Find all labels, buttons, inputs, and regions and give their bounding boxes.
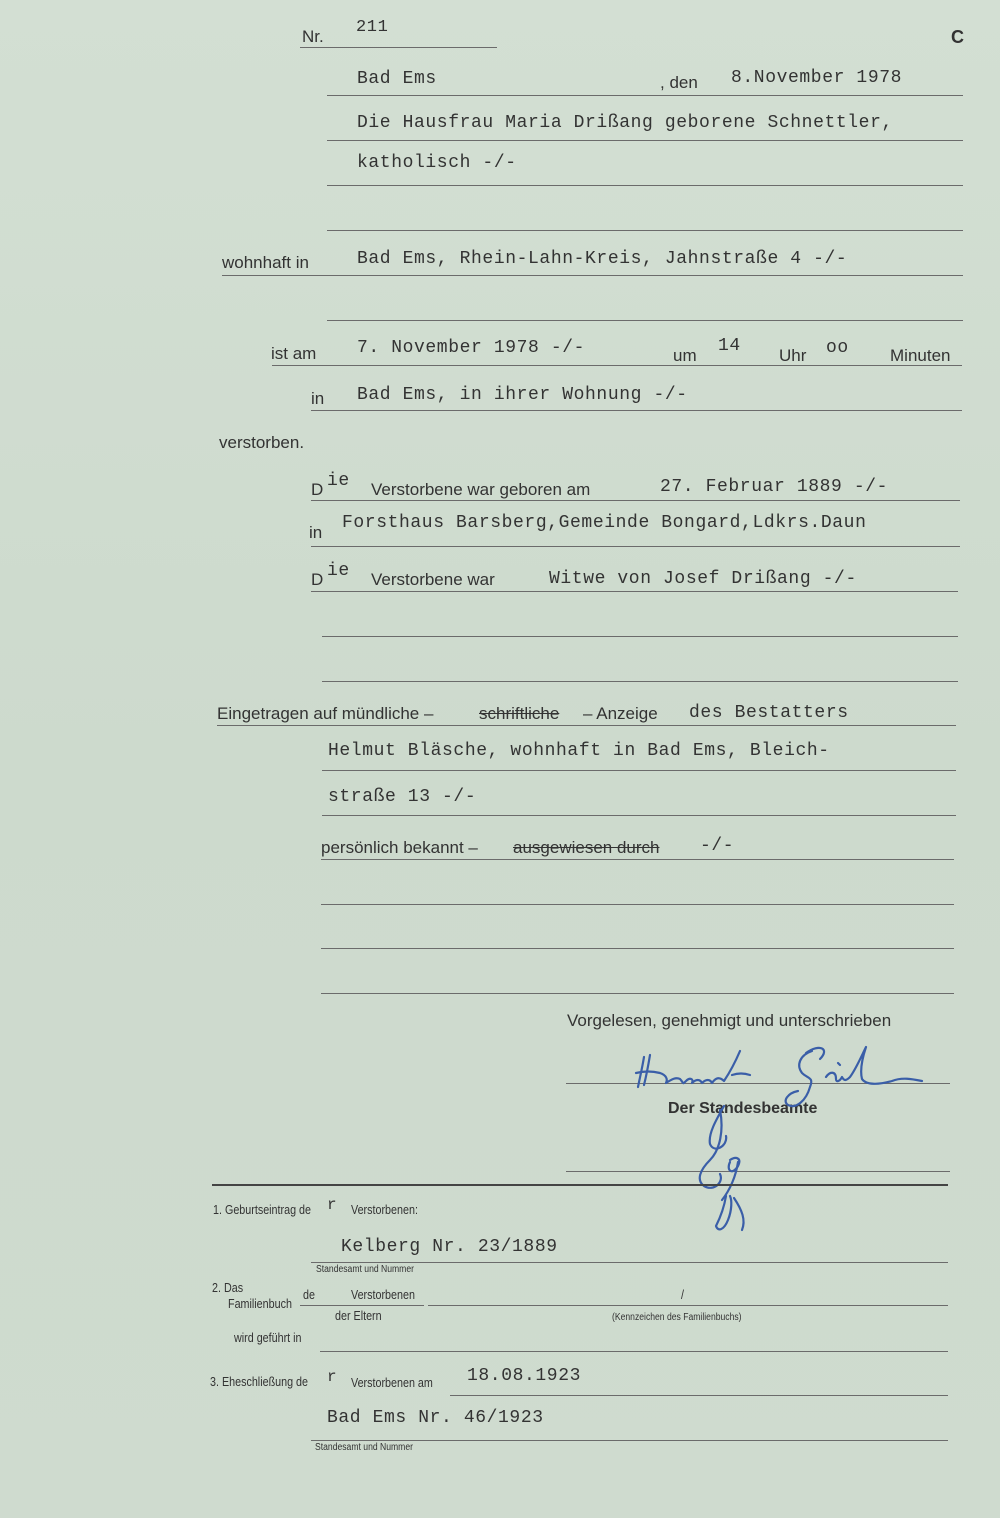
den-label: , den	[660, 73, 698, 92]
birth-label: Verstorbene war geboren am	[371, 480, 591, 499]
registration-label-end: – Anzeige	[583, 704, 658, 723]
footer-1-label-2: Verstorbenen:	[351, 1203, 418, 1217]
nr-value: 211	[356, 18, 389, 37]
status-rule-3	[322, 681, 958, 682]
known-rule-3	[321, 948, 954, 949]
footer-2-bracket-rule	[300, 1305, 424, 1306]
person-line-1: Die Hausfrau Maria Drißang geborene Schnettler,	[357, 113, 893, 133]
birth-date: 27. Februar 1889 -/-	[660, 477, 889, 497]
footer-2-slash: /	[681, 1288, 684, 1302]
footer-3-date-rule	[450, 1395, 948, 1396]
status-label: Verstorbene war	[371, 570, 495, 589]
birth-prefix-ie: ie	[327, 471, 350, 491]
death-place: Bad Ems, in ihrer Wohnung -/-	[357, 385, 688, 405]
status-prefix-d: D	[311, 570, 324, 589]
footer-1-label: 1. Geburtseintrag de	[213, 1203, 312, 1217]
official-signature-graphic	[630, 1035, 930, 1135]
death-place-rule	[311, 410, 962, 411]
person-line-1-rule	[327, 140, 963, 141]
footer-1-r: r	[327, 1196, 338, 1214]
status-value: Witwe von Josef Drißang -/-	[549, 569, 857, 589]
registration-rule-1	[217, 725, 956, 726]
residence-rule	[222, 275, 963, 276]
nr-line	[300, 47, 497, 48]
known-rule-2	[321, 904, 954, 905]
footer-1-rule	[311, 1262, 948, 1263]
footer-2-verst: Verstorbenen	[351, 1288, 415, 1302]
footer-separator	[212, 1184, 948, 1186]
death-date-rule	[272, 365, 962, 366]
footer-3-label-2: Verstorbenen am	[351, 1376, 433, 1390]
known-struck: ausgewiesen durch	[513, 838, 660, 857]
initials-signature-graphic	[680, 1100, 780, 1250]
footer-2-label: Familienbuch	[228, 1297, 292, 1311]
footer-2-rule	[428, 1305, 948, 1306]
known-rule	[321, 859, 954, 860]
footer-2-caption: (Kennzeichen des Familienbuchs)	[612, 1312, 742, 1323]
footer-2-gefuehrt: wird geführt in	[234, 1331, 302, 1345]
registration-label-start: Eingetragen auf mündliche –	[217, 704, 434, 723]
footer-2-num: 2. Das	[212, 1281, 244, 1295]
footer-3-rule	[311, 1440, 948, 1441]
official-title: Der Standesbeamte	[668, 1100, 818, 1117]
footer-1-caption: Standesamt und Nummer	[316, 1264, 414, 1275]
footer-2-eltern: der Eltern	[335, 1309, 382, 1323]
registration-line-1: des Bestatters	[689, 703, 849, 723]
footer-3-date: 18.08.1923	[467, 1366, 582, 1386]
registration-line-2: Helmut Bläsche, wohnhaft in Bad Ems, Bleich-	[328, 741, 830, 761]
footer-3-value: Bad Ems Nr. 46/1923	[327, 1408, 544, 1428]
death-in-label: in	[311, 389, 325, 408]
birth-prefix-d: D	[311, 480, 324, 499]
known-rule-4	[321, 993, 954, 994]
known-label: persönlich bekannt –	[321, 838, 478, 857]
registration-line-3: straße 13 -/-	[328, 787, 477, 807]
person-line-2: katholisch -/-	[357, 153, 517, 173]
place-date-line	[327, 95, 963, 96]
status-prefix-ie: ie	[327, 561, 350, 581]
person-line-2-rule	[327, 185, 963, 186]
status-rule-2	[322, 636, 958, 637]
death-hour: 14	[718, 336, 741, 356]
registration-rule-3	[322, 815, 956, 816]
footer-3-r: r	[327, 1368, 338, 1386]
registration-rule-2	[322, 770, 956, 771]
birth-date-rule	[311, 500, 960, 501]
birth-place: Forsthaus Barsberg,Gemeinde Bongard,Ldkrs.Daun	[342, 513, 867, 533]
footer-3-caption: Standesamt und Nummer	[315, 1442, 413, 1453]
footer-1-value: Kelberg Nr. 23/1889	[341, 1237, 558, 1257]
residence-value: Bad Ems, Rhein-Lahn-Kreis, Jahnstraße 4 -/-	[357, 249, 848, 269]
residence-label: wohnhaft in	[222, 253, 309, 272]
birth-place-rule	[311, 546, 960, 547]
read-approved-text: Vorgelesen, genehmigt und unterschrieben	[567, 1011, 892, 1030]
place-of-record: Bad Ems	[357, 69, 437, 89]
record-letter: C	[951, 27, 964, 47]
death-minuten-label: Minuten	[890, 346, 951, 365]
birth-in-label: in	[309, 523, 323, 542]
verstorben-label: verstorben.	[219, 433, 305, 452]
death-ist-am-label: ist am	[271, 344, 317, 363]
status-rule	[311, 591, 958, 592]
registration-label-struck: schriftliche	[479, 704, 560, 723]
footer-2-gefuehrt-rule	[320, 1351, 948, 1352]
death-minutes: oo	[826, 338, 849, 358]
nr-label: Nr.	[302, 27, 324, 46]
record-date: 8.November 1978	[731, 68, 903, 88]
known-value: -/-	[700, 836, 735, 856]
death-uhr-label: Uhr	[779, 346, 807, 365]
residence-rule-2	[327, 320, 963, 321]
person-line-3-rule	[327, 230, 963, 231]
death-date: 7. November 1978 -/-	[357, 338, 586, 358]
footer-3-label: 3. Eheschließung de	[210, 1375, 309, 1389]
death-um-label: um	[673, 346, 697, 365]
footer-2-de: de	[303, 1288, 315, 1302]
